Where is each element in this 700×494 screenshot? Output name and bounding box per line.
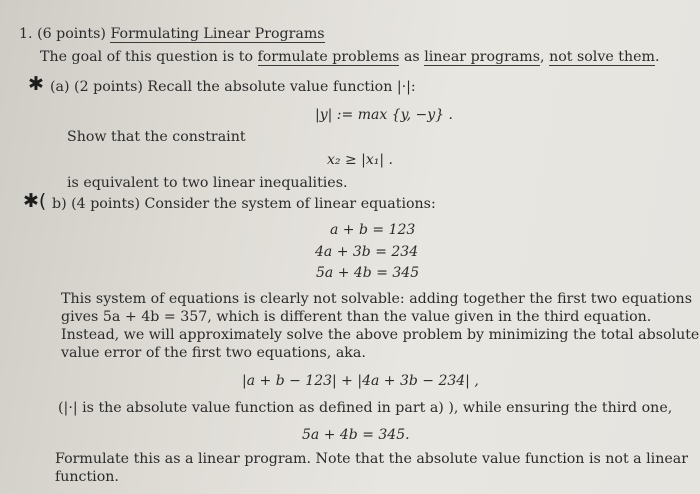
part-a-constraint: x₂ ≥ |x₁| . xyxy=(327,152,393,168)
intro-underline-2: linear programs xyxy=(424,49,541,65)
part-b-para-1: This system of equations is clearly not solvable: adding together the first two equations xyxy=(61,291,692,307)
equation-1: a + b = 123 xyxy=(330,222,416,238)
part-b-para-5: (|·| is the absolute value function as defined in part a) ), while ensuring the third one, xyxy=(58,400,673,416)
third-constraint: 5a + 4b = 345. xyxy=(302,427,410,443)
part-b-para-7: function. xyxy=(55,469,119,485)
part-b-label: b) (4 points) Consider the system of linear equations: xyxy=(52,196,436,212)
intro-comma: , xyxy=(540,49,550,65)
objective-expression: |a + b − 123| + |4a + 3b − 234| , xyxy=(242,373,479,389)
intro-underline-1: formulate problems xyxy=(257,49,400,65)
part-b-para-6: Formulate this as a linear program. Note that the absolute value function is not a linear xyxy=(55,451,688,467)
intro-sentence xyxy=(40,49,659,66)
handwritten-star-b: ✱( xyxy=(23,190,47,212)
intro-period: . xyxy=(654,49,660,65)
question-title: Formulating Linear Programs xyxy=(110,26,325,42)
equation-2: 4a + 3b = 234 xyxy=(315,244,419,260)
abs-definition: |y| := max {y, −y} . xyxy=(315,107,453,123)
part-a-equivalent: is equivalent to two linear inequalities. xyxy=(67,175,348,191)
intro-text-mid: as xyxy=(399,49,425,65)
intro-underline-3: not solve them xyxy=(549,49,655,65)
question-points: (6 points) xyxy=(37,26,106,42)
part-a-show: Show that the constraint xyxy=(67,129,246,145)
part-b-para-3: Instead, we will approximately solve the above problem by minimizing the total absolute xyxy=(61,327,700,343)
part-b-para-2: gives 5a + 4b = 357, which is different than the value given in the third equation. xyxy=(61,309,652,325)
handwritten-star-a: ✱ xyxy=(28,73,44,95)
question-number: 1. xyxy=(19,26,33,42)
question-heading xyxy=(19,26,325,43)
intro-text: The goal of this question is to xyxy=(40,49,258,65)
part-b-para-4: value error of the first two equations, aka. xyxy=(61,345,366,361)
equation-3: 5a + 4b = 345 xyxy=(316,265,420,281)
part-a-label: (a) (2 points) Recall the absolute value function |·|: xyxy=(50,79,416,95)
